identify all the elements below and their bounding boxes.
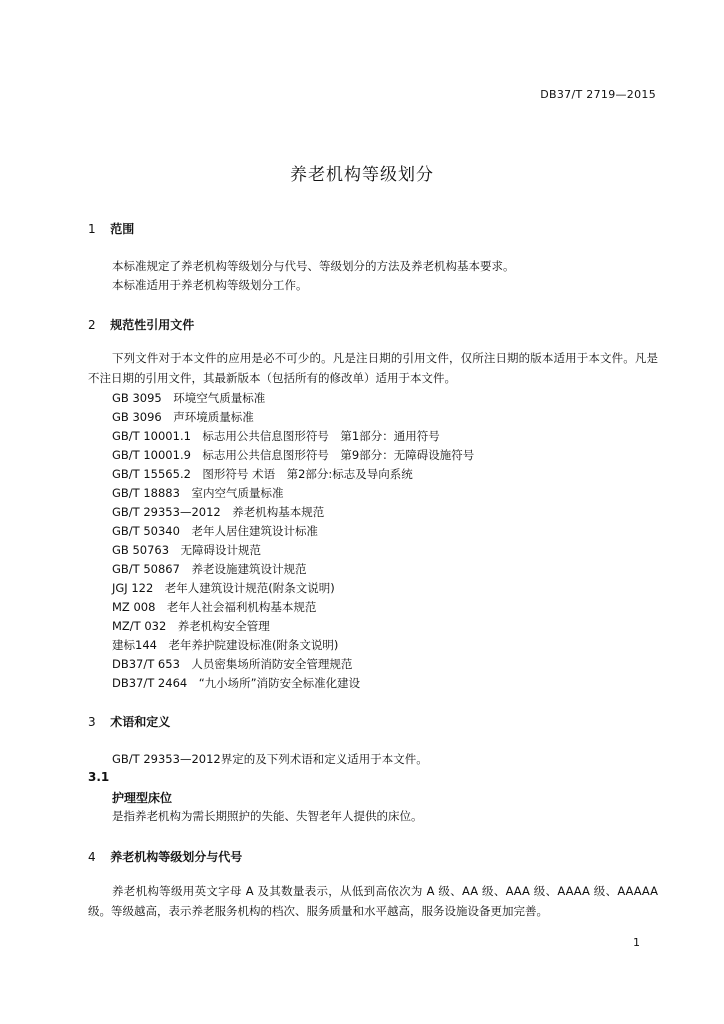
reference-item: GB/T 10001.1 标志用公共信息图形符号 第1部分：通用符号	[112, 429, 440, 443]
reference-item: GB/T 50867 养老设施建筑设计规范	[112, 562, 307, 576]
reference-item: GB/T 50340 老年人居住建筑设计标准	[112, 524, 318, 538]
paragraph: GB/T 29353—2012界定的及下列术语和定义适用于本文件。	[112, 752, 428, 766]
reference-item: JGJ 122 老年人建筑设计规范(附条文说明)	[112, 581, 335, 595]
reference-item: GB 3095 环境空气质量标准	[112, 391, 266, 405]
reference-item: GB/T 18883 室内空气质量标准	[112, 486, 284, 500]
reference-item: GB/T 15565.2 图形符号 术语 第2部分:标志及导向系统	[112, 467, 413, 481]
subsection-number: 3.1	[88, 770, 110, 784]
document-title: 养老机构等级划分	[290, 165, 434, 185]
reference-item: GB/T 10001.9 标志用公共信息图形符号 第9部分：无障碍设施符号	[112, 448, 475, 462]
section-4-heading	[88, 848, 242, 865]
reference-item: GB 50763 无障碍设计规范	[112, 543, 262, 557]
section-title: 规范性引用文件	[110, 318, 195, 332]
paragraph: 本标准规定了养老机构等级划分与代号、等级划分的方法及养老机构基本要求。	[112, 259, 515, 273]
term-name: 护理型床位	[112, 791, 173, 805]
paragraph: 养老机构等级用英文字母 A 及其数量表示，从低到高依次为 A 级、AA 级、AAA 级、AAAA 级、AAAAA级。等级越高，表示养老服务机构的档次、服务质量和水平越高，服务设施设备更加完善。	[88, 884, 658, 918]
section-title: 养老机构等级划分与代号	[110, 850, 243, 864]
section-1-heading	[88, 220, 134, 237]
reference-item: GB/T 29353—2012 养老机构基本规范	[112, 505, 325, 519]
section-number: 1	[88, 222, 96, 236]
section-number: 4	[88, 850, 96, 864]
term-definition: 是指养老机构为需长期照护的失能、失智老年人提供的床位。	[112, 809, 423, 823]
reference-item: DB37/T 653 人员密集场所消防安全管理规范	[112, 657, 353, 671]
reference-item: GB 3096 声环境质量标准	[112, 410, 254, 424]
section-2-heading	[88, 316, 194, 333]
section-3-heading	[88, 713, 170, 730]
section-number: 2	[88, 318, 96, 332]
paragraph: 本标准适用于养老机构等级划分工作。	[112, 278, 308, 292]
standard-number: DB37/T 2719—2015	[540, 88, 656, 101]
reference-item: DB37/T 2464 “九小场所”消防安全标准化建设	[112, 676, 361, 690]
section-title: 范围	[110, 222, 135, 236]
section-number: 3	[88, 715, 96, 729]
reference-item: 建标144 老年养护院建设标准(附条文说明)	[112, 638, 339, 652]
reference-item: MZ/T 032 养老机构安全管理	[112, 619, 270, 633]
paragraph: 下列文件对于本文件的应用是必不可少的。凡是注日期的引用文件，仅所注日期的版本适用于本文件。凡是不注日期的引用文件，其最新版本（包括所有的修改单）适用于本文件。	[88, 351, 658, 385]
section-title: 术语和定义	[110, 715, 171, 729]
reference-item: MZ 008 老年人社会福利机构基本规范	[112, 600, 317, 614]
page-number: 1	[633, 936, 640, 949]
